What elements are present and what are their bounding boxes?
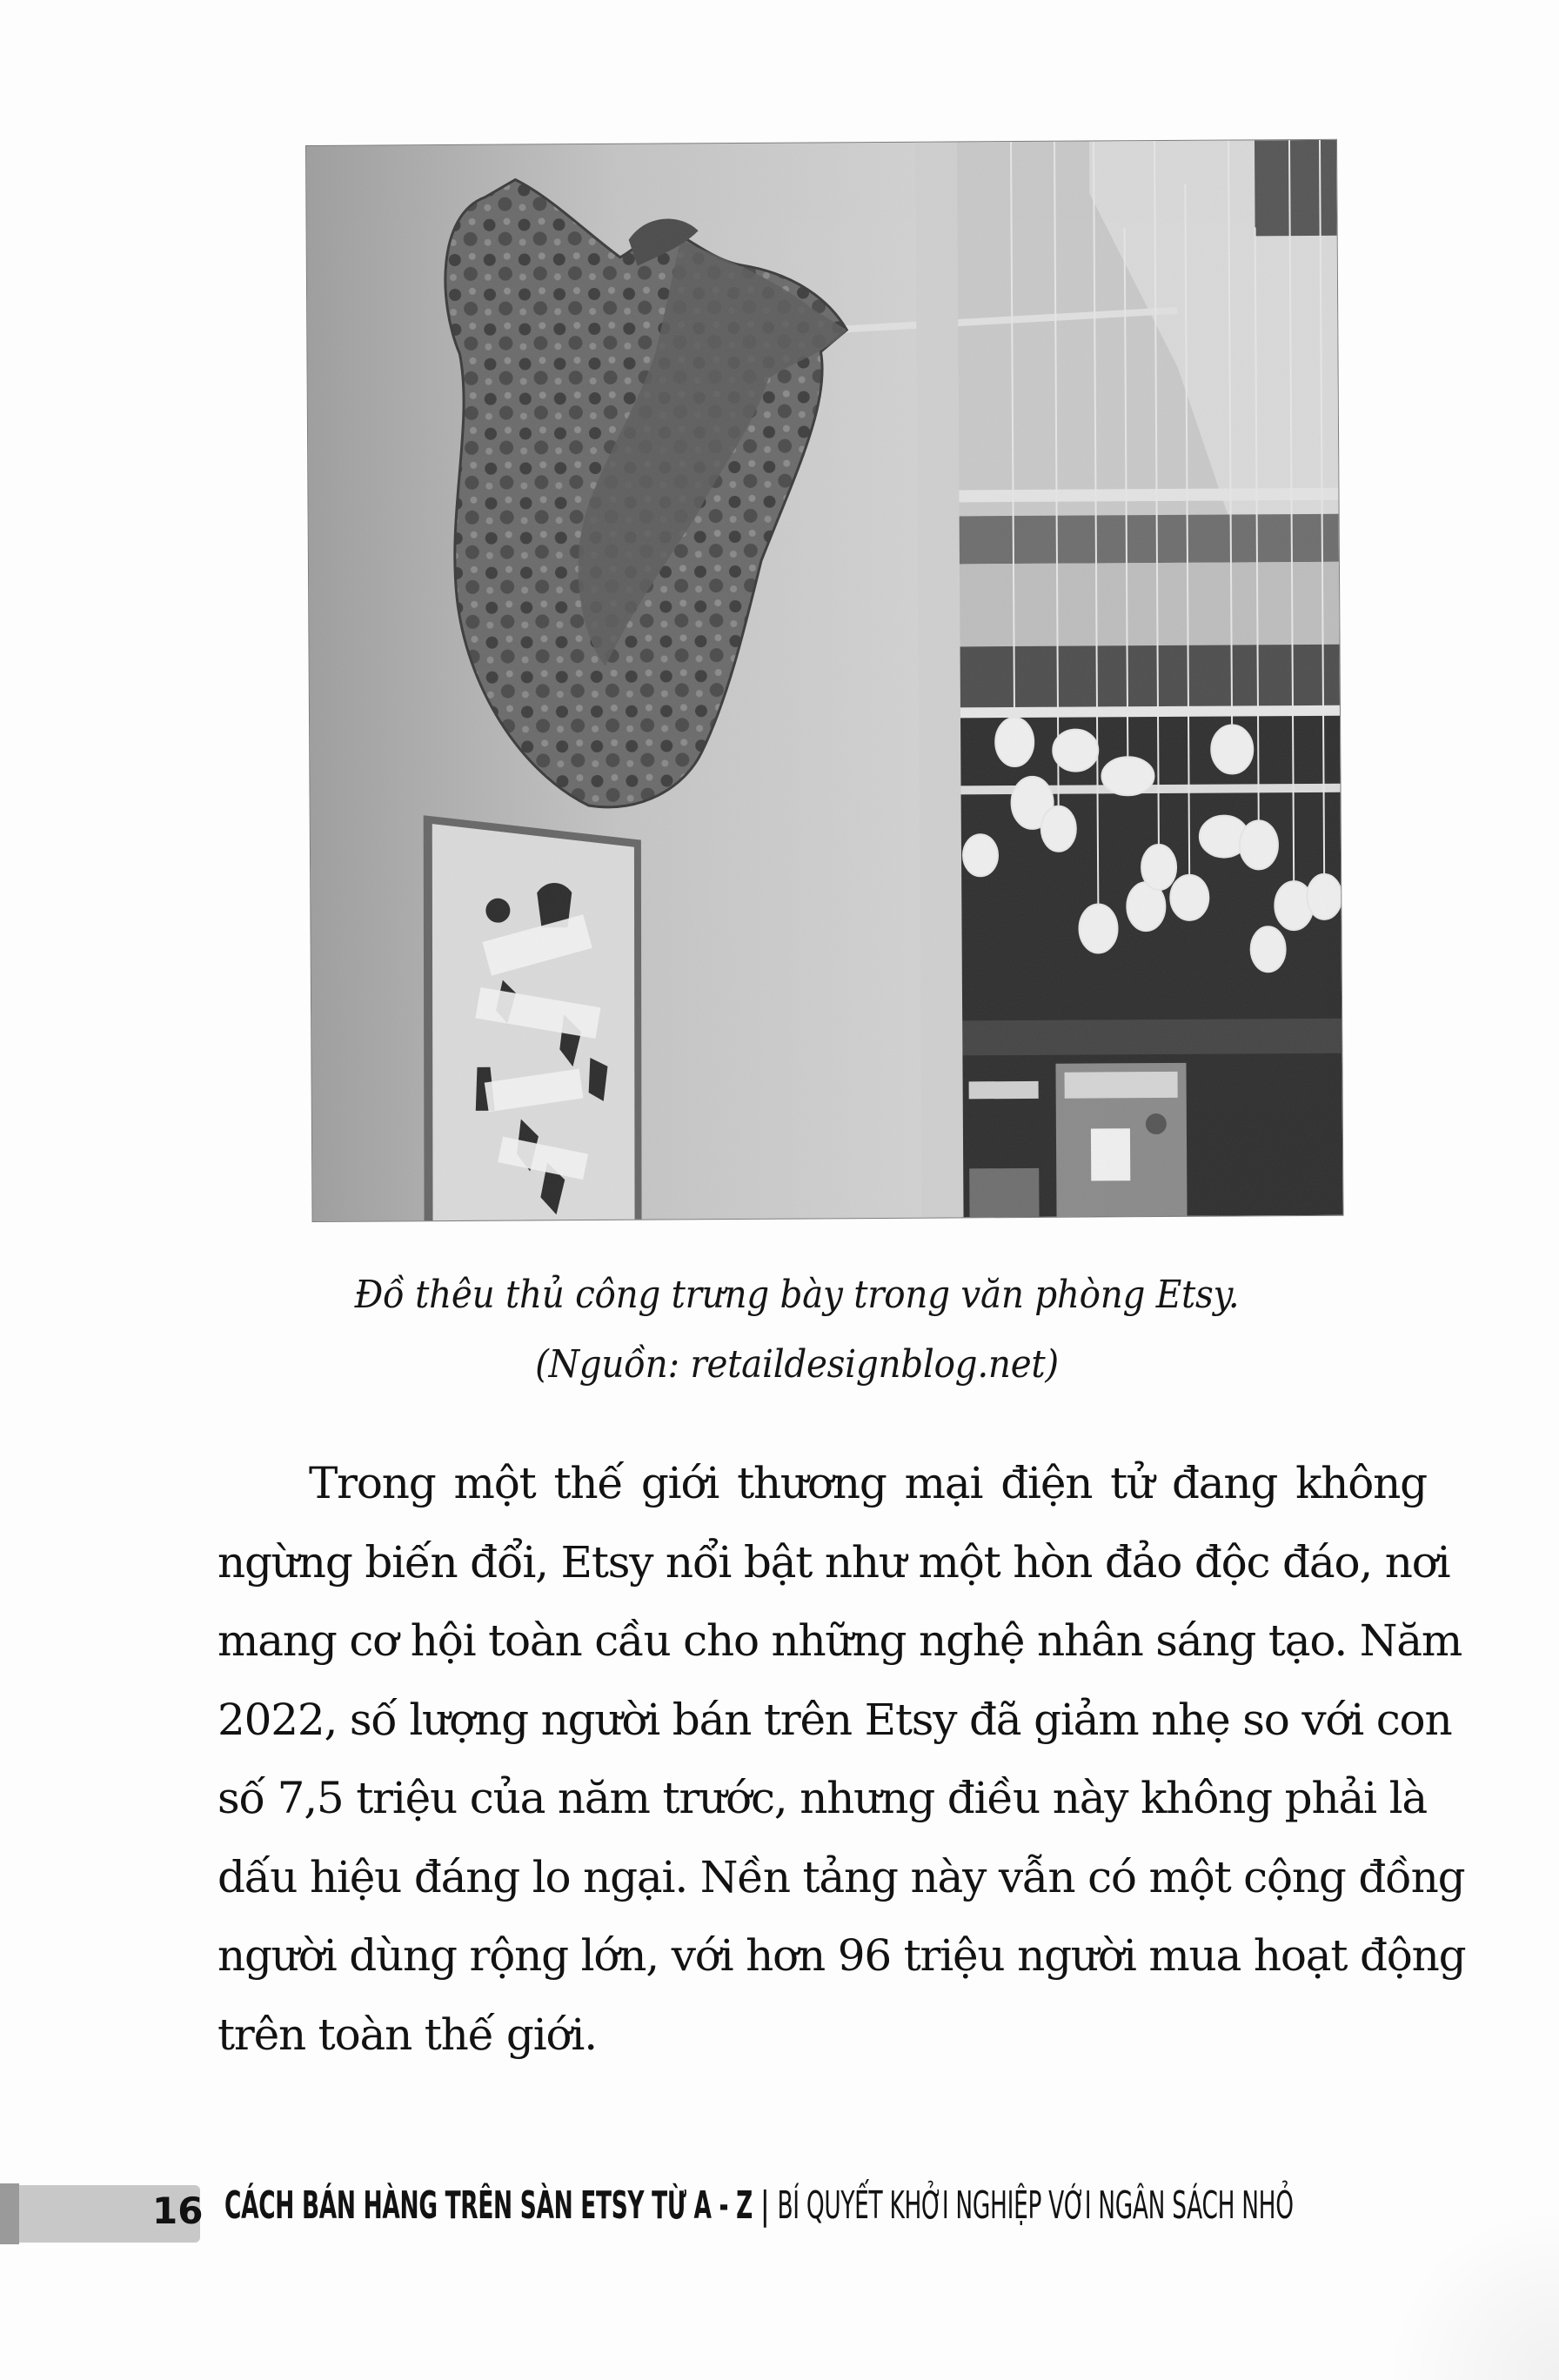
book-title: CÁCH BÁN HÀNG TRÊN SÀN ETSY TỪ A - Z (224, 2183, 753, 2228)
title-separator: | (760, 2183, 769, 2228)
page-number: 16 (152, 2189, 204, 2232)
figure-source: (Nguồn: retaildesignblog.net) (535, 1342, 1059, 1387)
photo-illustration (306, 140, 1343, 1221)
paragraph-line: ngừng biến đổi, Etsy nổi bật như một hòn đảo độc đáo, nơi (217, 1536, 1450, 1588)
paragraph-line: dấu hiệu đáng lo ngại. Nền tảng này vẫn có một cộng đồng (217, 1851, 1465, 1902)
figure-photo (306, 140, 1343, 1221)
book-subtitle: BÍ QUYẾT KHỞI NGHIỆP VỚI NGÂN SÁCH NHỎ (777, 2183, 1294, 2228)
photo-grain (306, 140, 1343, 1221)
running-footer (224, 2183, 1294, 2228)
body-paragraph (217, 1444, 1466, 2074)
paragraph-line: người dùng rộng lớn, với hơn 96 triệu người mua hoạt động (217, 1930, 1466, 1981)
page-edge (0, 2183, 19, 2244)
paragraph-line: số 7,5 triệu của năm trước, nhưng điều này không phải là (217, 1773, 1427, 1823)
paragraph-line: 2022, số lượng người bán trên Etsy đã giảm nhẹ so với con (217, 1694, 1452, 1745)
paragraph-line: trên toàn thế giới. (217, 2009, 597, 2060)
paragraph-line: mang cơ hội toàn cầu cho những nghệ nhân sáng tạo. Năm (217, 1615, 1462, 1666)
page-shadow (1385, 2206, 1559, 2380)
figure-caption: Đồ thêu thủ công trưng bày trong văn phòng Etsy. (354, 1273, 1240, 1317)
paragraph-line: Trong một thế giới thương mại điện tử đang không (309, 1458, 1427, 1508)
